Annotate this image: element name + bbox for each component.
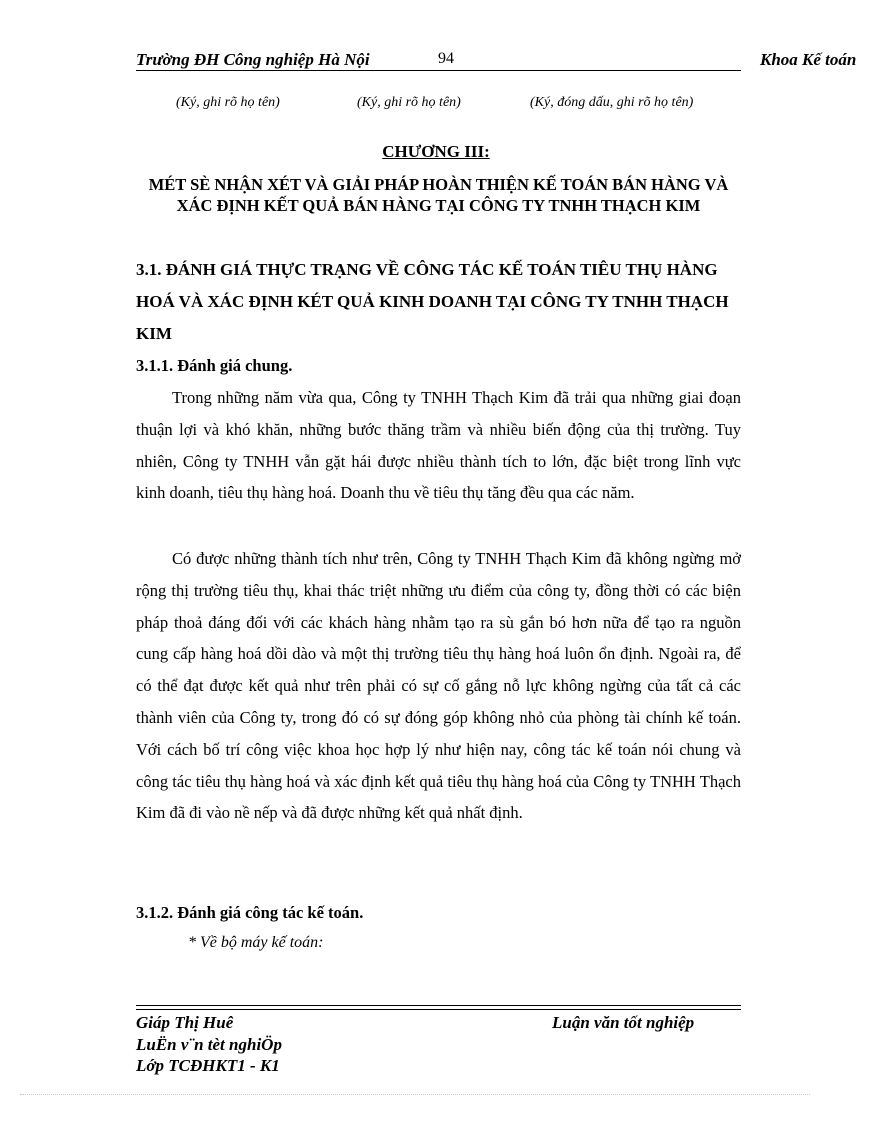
footer-author: Giáp Thị Huê [136, 1013, 234, 1032]
chapter-title: MÉT SÈ NHẬN XÉT VÀ GIẢI PHÁP HOÀN THIỆN KẾ TOÁN BÁN HÀNG VÀ XÁC ĐỊNH KẾT QUẢ BÁN HÀNG TẠI CÔNG TY TNHH THẠCH KIM [148, 175, 729, 215]
chapter-label: CHƯƠNG III: [382, 142, 490, 161]
paragraph-1: Trong những năm vừa qua, Công ty TNHH Thạch Kim đã trải qua những giai đoạn thuận lợi và khó khăn, những bước thăng trầm và nhiều biến động của thị trường. Tuy nhiên, Công ty TNHH vẫn gặt hái được nhiều thành tích to lớn, đặc biệt trong lĩnh vực kinh doanh, tiêu thụ hàng hoá. Doanh thu về tiêu thụ tăng đều qua các năm. [136, 388, 741, 503]
footer-garbled-doc-type: LuËn v¨n tèt nghiÖp [136, 1035, 282, 1054]
page-bottom-dotted-line [20, 1094, 810, 1095]
section-3-1-heading: 3.1. ĐÁNH GIÁ THỰC TRẠNG VỀ CÔNG TÁC KẾ TOÁN TIÊU THỤ HÀNG HOÁ VÀ XÁC ĐỊNH KÉT QUẢ KINH DOANH TẠI CÔNG TY TNHH THẠCH KIM [136, 260, 729, 343]
signature-note-1: (Ký, ghi rõ họ tên) [176, 95, 280, 110]
signature-note-3: (Ký, đóng dấu, ghi rõ họ tên) [530, 95, 694, 110]
signature-note-2: (Ký, ghi rõ họ tên) [357, 95, 461, 110]
section-3-1-1-heading: 3.1.1. Đánh giá chung. [136, 356, 293, 375]
footer-rule-top [136, 1005, 741, 1006]
footer-doc-type: Luận văn tốt nghiệp [552, 1013, 695, 1032]
header-school: Trường ĐH Công nghiệp Hà Nội [136, 50, 370, 69]
header-page-number: 94 [438, 50, 454, 67]
footer-class: Lớp TCĐHKT1 - K1 [136, 1056, 280, 1075]
accounting-apparatus-note: * Về bộ máy kế toán: [188, 934, 324, 951]
section-3-1-2-heading: 3.1.2. Đánh giá công tác kế toán. [136, 903, 364, 922]
footer-rule-bottom [136, 1009, 741, 1010]
header-faculty: Khoa Kế toán [760, 50, 857, 69]
paragraph-2: Có được những thành tích như trên, Công ty TNHH Thạch Kim đã không ngừng mở rộng thị trường tiêu thụ, khai thác triệt những ưu điểm của công ty, đồng thời có các biện pháp thoả đáng đối với các khách hàng nhằm tạo ra sù gắn bó hơn nữa để tạo ra nguồn cung cấp hàng hoá dồi dào và một thị trường tiêu thụ hàng hoá luôn ổn định. Ngoài ra, để có thể đạt được kết quả như trên phải có sự cố gắng nỗ lực không ngừng của tất cả các thành viên của Công ty, trong đó có sự đóng góp không nhỏ của phòng tài chính kế toán. Với cách bố trí công việc khoa học hợp lý như hiện nay, công tác kế toán nói chung và công tác tiêu thụ hàng hoá và xác định kết quả tiêu thụ hàng hoá của Công ty TNHH Thạch Kim đã đi vào nề nếp và đã được những kết quả nhất định. [136, 549, 741, 823]
header-rule [136, 70, 741, 71]
